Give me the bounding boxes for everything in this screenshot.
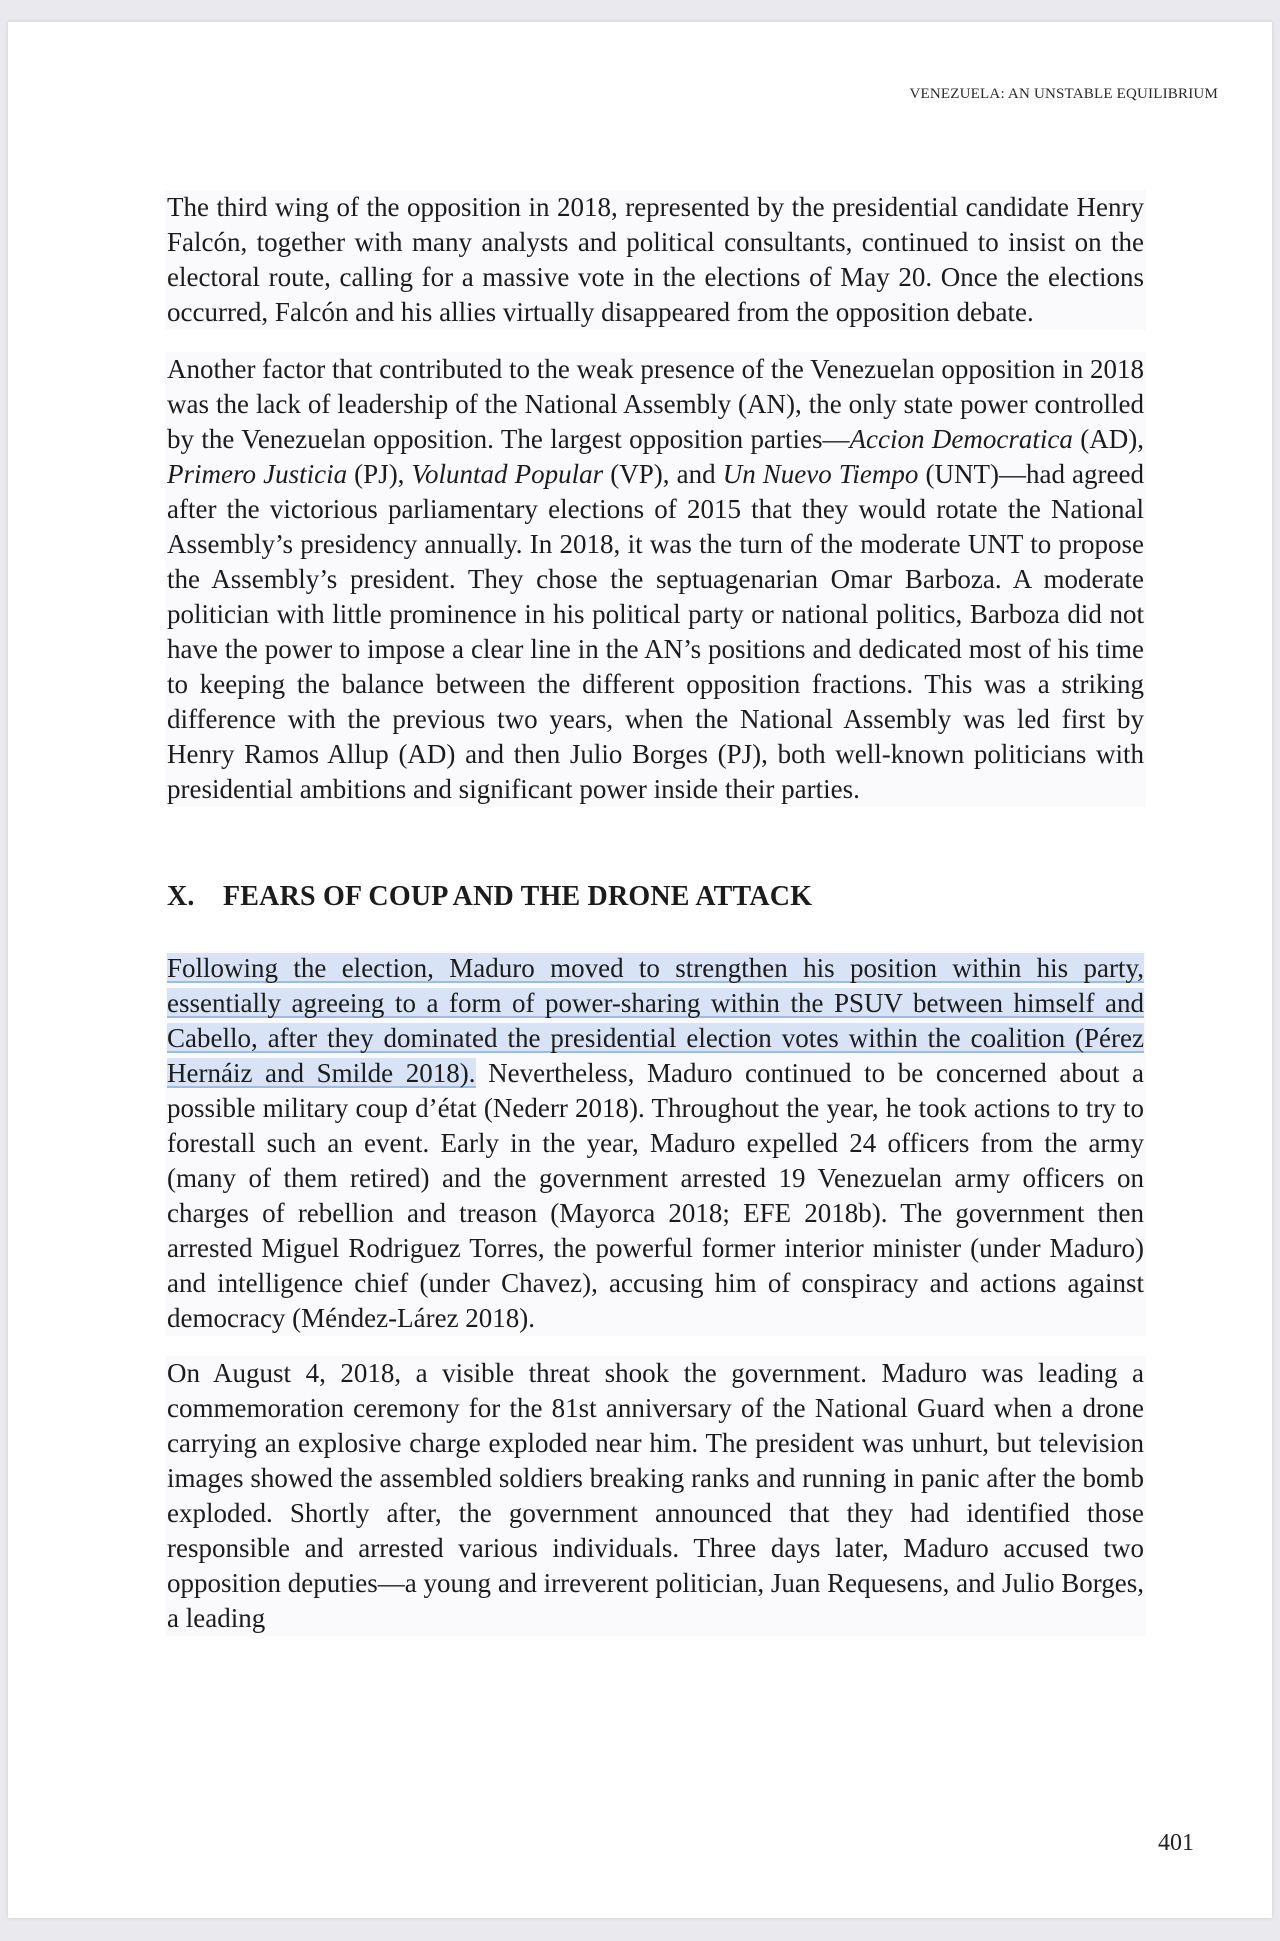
section-number: X. (167, 881, 195, 912)
paragraph-2-text: (UNT)—had agreed after the victorious parliamentary elections of 2015 that they would rotate the National Assembly’s presidency annually. In 2018, it was the turn of the moderate UNT to propose the Assembly’s president. They chose the septuagenarian Omar Barboza. A moderate politician with little prominence in his political party or national politics, Barboza did not have the power to impose a clear line in the AN’s positions and dedicated most of his time to keeping the balance between the different opposition fractions. This was a striking difference with the previous two years, when the National Assembly was led first by Henry Ramos Allup (AD) and then Julio Borges (PJ), both well-known politicians with presidential ambitions and significant power inside their parties. (167, 459, 1144, 804)
section-heading (165, 881, 1146, 913)
paragraph-2-text: (VP), and (603, 459, 723, 489)
running-head: VENEZUELA: AN UNSTABLE EQUILIBRIUM (909, 86, 1218, 102)
paragraph-2-text: Another factor that contributed to the weak presence of the Venezuelan opposition in 2018 was the lack of leadership of the National Assembly (AN), the only state power controlled by the Venezuelan opposition. The largest opposition parties— (167, 354, 1144, 454)
paragraph-2-text: (PJ), (347, 459, 412, 489)
paragraph-2-text: (AD), (1072, 424, 1145, 454)
paragraph-3[interactable] (165, 951, 1146, 1336)
paragraph-2[interactable] (165, 352, 1146, 807)
paragraph-3-text: Nevertheless, Maduro continued to be concerned about a possible military coup d’état (Nederr 2018). Throughout the year, he took actions to try to forestall such an event. Early in the year, Maduro expelled 24 officers from the army (many of them retired) and the government arrested 19 Venezuelan army officers on charges of rebellion and treason (Mayorca 2018; EFE 2018b). The government then arrested Miguel Rodriguez Torres, the powerful former interior minister (under Maduro) and intelligence chief (under Chavez), accusing him of conspiracy and actions against democracy (Méndez-Lárez 2018). (167, 1058, 1144, 1333)
party-name: Voluntad Popular (411, 459, 604, 489)
paragraph-4[interactable]: On August 4, 2018, a visible threat shook the government. Maduro was leading a commemoration ceremony for the 81st anniversary of the National Guard when a drone carrying an explosive charge exploded near him. The president was unhurt, but television images showed the assembled soldiers breaking ranks and running in panic after the bomb exploded. Shortly after, the government announced that they had identified those responsible and arrested various individuals. Three days later, Maduro accused two opposition deputies—a young and irreverent politician, Juan Requesens, and Julio Borges, a leading (165, 1356, 1146, 1636)
party-name: Primero Justicia (167, 459, 348, 489)
party-name: Un Nuevo Tiempo (722, 459, 919, 489)
section-title: FEARS OF COUP AND THE DRONE ATTACK (223, 881, 813, 912)
paragraph-1[interactable]: The third wing of the opposition in 2018, represented by the presidential candidate Henry Falcón, together with many analysts and political consultants, continued to insist on the electoral route, calling for a massive vote in the elections of May 20. Once the elections occurred, Falcón and his allies virtually disappeared from the opposition debate. (165, 190, 1146, 330)
page-body (165, 190, 1146, 1636)
document-page (8, 22, 1272, 1918)
highlighted-text-selection[interactable]: Following the election, Maduro moved to strengthen his position within his party, essentially agreeing to a form of power-sharing within the PSUV between himself and Cabello, after they dominated the presidential election votes within the coalition (Pérez Hernáiz and Smilde 2018). (167, 953, 1144, 1088)
page-number: 401 (1158, 1830, 1194, 1856)
party-name: Accion Democratica (849, 424, 1073, 454)
